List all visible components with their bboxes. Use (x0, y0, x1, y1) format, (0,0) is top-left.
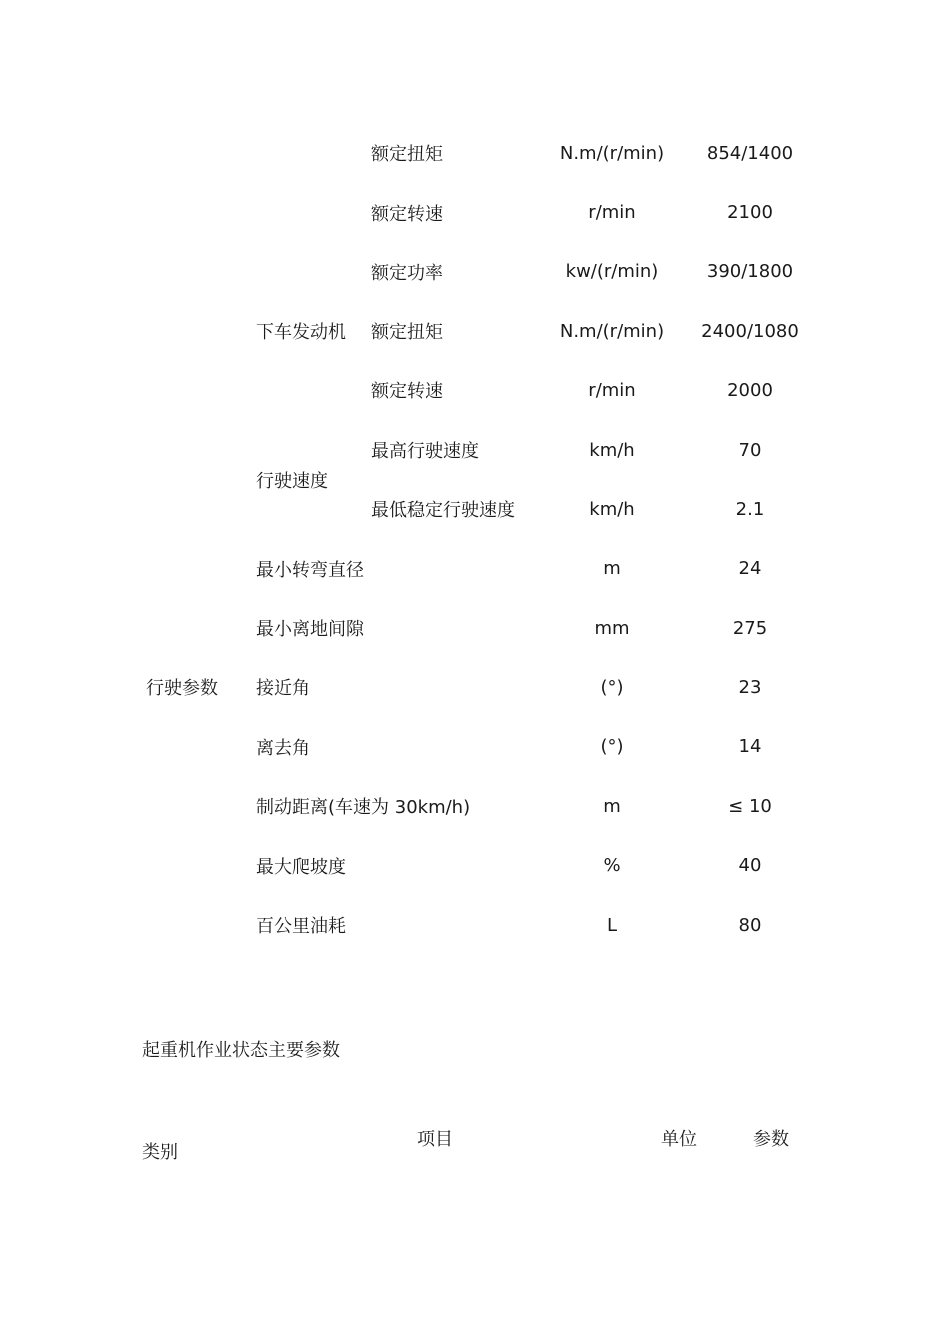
row-item: 额定扭矩 (371, 322, 443, 343)
row-unit: km/h (589, 440, 635, 461)
row-unit: kw/(r/min) (565, 261, 659, 282)
row-unit: L (606, 915, 618, 936)
row-value: 2100 (727, 202, 773, 223)
group-label-lower-engine: 下车发动机 (256, 322, 346, 343)
row-value: 80 (738, 915, 762, 936)
row-unit: N.m/(r/min) (559, 321, 665, 342)
row-value: 40 (738, 855, 762, 876)
row-item: 最低稳定行驶速度 (371, 500, 515, 521)
row-unit: % (603, 855, 621, 876)
category-label-travel-params: 行驶参数 (146, 678, 218, 699)
row-value: 70 (738, 440, 762, 461)
row-value: ≤ 10 (728, 796, 772, 817)
row-unit: r/min (588, 380, 636, 401)
row-value: 14 (738, 736, 762, 757)
row-value: 2000 (727, 380, 773, 401)
row-value: 275 (732, 618, 768, 639)
group-label-travel-speed: 行驶速度 (256, 471, 328, 492)
row-item: 额定转速 (371, 381, 443, 402)
row-value: 390/1800 (706, 261, 794, 282)
row-unit: m (603, 796, 621, 817)
row-value: 854/1400 (706, 143, 794, 164)
row-value: 2.1 (735, 499, 765, 520)
row-item: 最小离地间隙 (256, 619, 364, 640)
row-unit: mm (594, 618, 630, 639)
row-item: 离去角 (256, 738, 310, 759)
row-value: 24 (738, 558, 762, 579)
header-item: 项目 (417, 1129, 453, 1150)
row-item: 最小转弯直径 (256, 560, 364, 581)
row-unit: km/h (589, 499, 635, 520)
row-item: 接近角 (256, 678, 310, 699)
row-item: 最高行驶速度 (371, 441, 479, 462)
row-unit: (°) (600, 736, 624, 757)
row-value: 23 (738, 677, 762, 698)
header-value: 参数 (753, 1129, 789, 1150)
row-item: 额定功率 (371, 263, 443, 284)
row-unit: N.m/(r/min) (559, 143, 665, 164)
header-category: 类别 (142, 1142, 178, 1163)
row-unit: (°) (600, 677, 624, 698)
row-item: 最大爬坡度 (256, 857, 346, 878)
row-unit: m (603, 558, 621, 579)
row-unit: r/min (588, 202, 636, 223)
row-item: 制动距离(车速为 30km/h) (256, 797, 471, 818)
section-title: 起重机作业状态主要参数 (142, 1040, 340, 1061)
row-value: 2400/1080 (701, 321, 799, 342)
row-item: 百公里油耗 (256, 916, 346, 937)
row-item: 额定扭矩 (371, 144, 443, 165)
header-unit: 单位 (661, 1129, 697, 1150)
row-item: 额定转速 (371, 204, 443, 225)
